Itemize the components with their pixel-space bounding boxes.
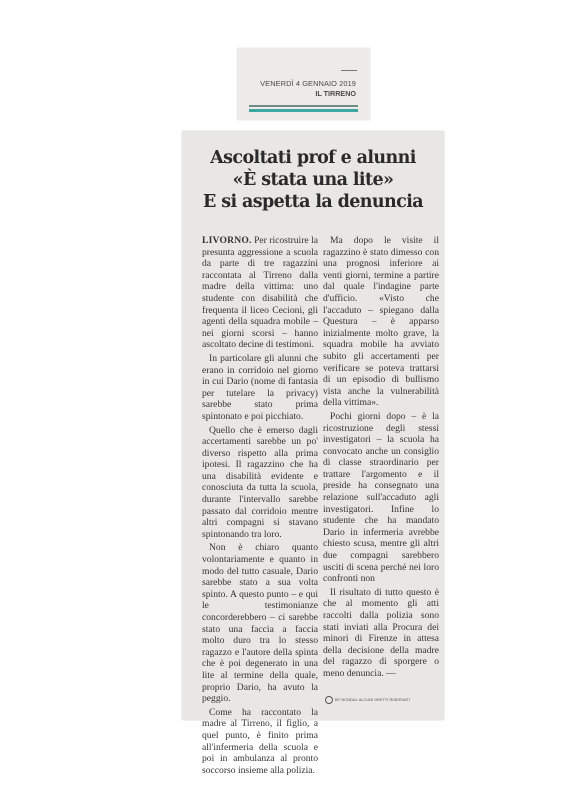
article-clipping — [182, 131, 444, 776]
headline-line: E si aspetta la denuncia — [202, 192, 424, 212]
article-paragraph: Non è chiaro quanto volontariamente e quanto in modo del tutto casuale, Dario sarebbe stato a sua volta spinto. A questo punto – e qui le testimonianze concorderebbero – ci sarebbe stato una faccia a faccia molto duro tra lo stesso ragazzo e l'autore della spinta che è poi degenerato in una lite al termine della quale, proprio Dario, ha avuto la peggio. — [202, 542, 318, 705]
creative-commons-icon — [325, 696, 333, 704]
headline-line: Ascoltati prof e alunni — [210, 148, 416, 168]
paragraph-text: Per ricostruire la presunta aggressione a scuola da parte di tre ragazzini raccontata al Tirreno dalla madre della vittima: uno studente con disabilità che frequenta il liceo Cecioni, gli agenti della squadra mobile – nei giorni scorsi – hanno ascoltato decine di testimoni. — [202, 235, 318, 351]
masthead-divider — [249, 105, 358, 107]
dateline: LIVORNO. — [202, 235, 252, 246]
article-column-left — [202, 235, 318, 778]
article-paragraph: Quello che è emerso dagli accertamenti sarebbe un po' diverso rispetto alla prima ipotesi. Il ragazzino che ha una disabilità evidente e conosciuta da tutta la scuola, durante l'intervallo sarebbe passato dal corridoio mentre altri compagni si stavano spintonando tra loro. — [202, 424, 318, 540]
license-byline — [325, 696, 410, 704]
masthead-clipping — [237, 48, 370, 120]
issue-date: VENERDÌ 4 GENNAIO 2019 — [260, 79, 356, 88]
article-paragraph: Come ha raccontato la madre al Tirreno, il figlio, a quel punto, è finito prima all'infermeria della scuola e poi in ambulanza al pronto soccorso insieme alla polizia. — [202, 706, 318, 776]
headline — [182, 147, 444, 213]
article-paragraph: Pochi giorni dopo – è la ricostruzione degli stessi investigatori – la scuola ha convocato anche un consiglio di classe straordinario per trattare l'argomento e il preside ha consegnato una relazione sull'accaduto agli investigatori. Infine lo studente che ha mandato Dario in infermeria avrebbe chiesto scusa, mentre gli altri due compagni sarebbero usciti di scena perché nei loro confronti non — [323, 410, 439, 585]
article-column-right — [323, 235, 439, 682]
byline-text: BY NCNDAL ALCUNI DIRITTI RISERVATI — [335, 697, 410, 703]
masthead-rule — [341, 70, 357, 71]
headline-line: «È stata una lite» — [232, 170, 394, 190]
masthead-accent-bar — [249, 109, 358, 112]
newspaper-name: IL TIRRENO — [315, 89, 356, 98]
article-paragraph: In particolare gli alunni che erano in corridoio nel giorno in cui Dario (nome di fantasia per tutelare la privacy) sarebbe stato prima spintonato e poi picchiato. — [202, 352, 318, 422]
article-paragraph: Ma dopo le visite il ragazzino è stato dimesso con una prognosi inferiore ai venti giorni, termine a partire dal quale l'indagine parte d'ufficio. «Visto che l'accaduto – spiegano dalla Questura – è apparso inizialmente molto grave, la squadra mobile ha avviato subito gli accertamenti per verificare se poteva trattarsi di un episodio di bullismo vista anche la vulnerabilità della vittima». — [323, 235, 439, 409]
article-paragraph — [202, 235, 318, 351]
article-paragraph: Il risultato di tutto questo è che al momento gli atti raccolti dalla polizia sono stati inviati alla Procura dei minori di Firenze in attesa della decisione della madre del ragazzo di sporgere o meno denuncia. — — [323, 586, 439, 679]
